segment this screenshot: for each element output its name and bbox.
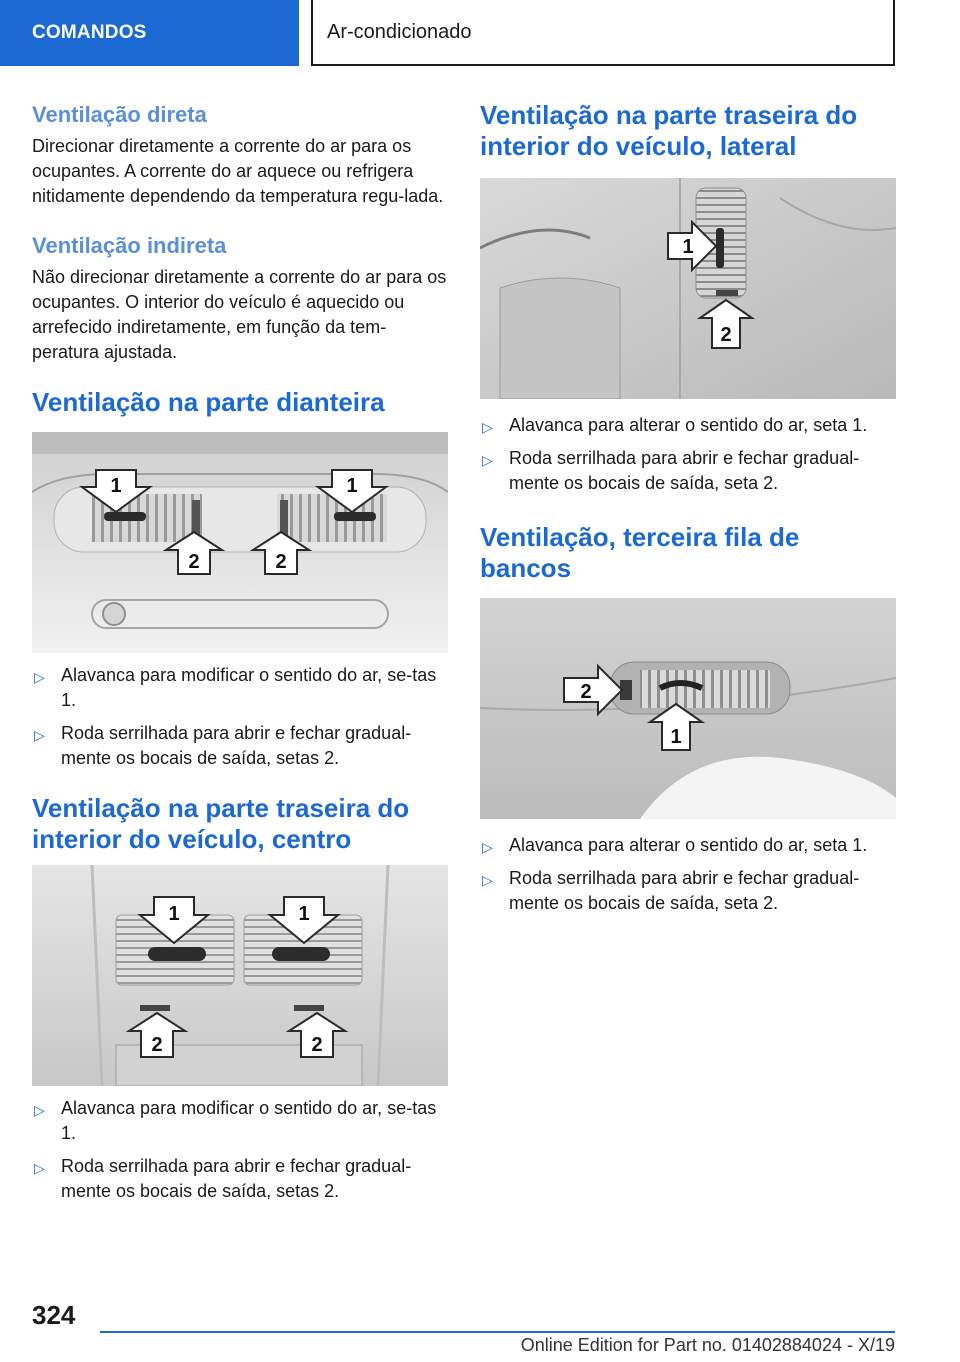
- front-callout-1-left: 1: [110, 475, 122, 497]
- paragraph-direct-ventilation: Direcionar diretamente a corrente do ar para os ocupantes. A corrente do ar aquece ou refrigera nitidamente dependendo da temperatura regu-lada.: [32, 136, 444, 206]
- triangle-bullet-icon: ▷: [482, 872, 493, 888]
- heading-front-ventilation: Ventilação na parte dianteira: [32, 387, 385, 417]
- chapter-tab: [311, 0, 895, 66]
- list-item: ▷ Roda serrilhada para abrir e fechar gradual-mente os bocais de saída, seta 2.: [482, 448, 860, 493]
- front-ventilation-list: [32, 663, 448, 771]
- rear-side-callout-1: 1: [682, 236, 694, 258]
- section-title: COMANDOS: [32, 22, 147, 43]
- list-item: ▷ Alavanca para alterar o sentido do ar, seta 1.: [480, 833, 896, 858]
- heading-rear-center-ventilation: Ventilação na parte traseira do interior do veículo, centro: [32, 793, 410, 854]
- triangle-bullet-icon: ▷: [482, 839, 493, 855]
- triangle-bullet-icon: ▷: [482, 419, 493, 435]
- front-callout-2-left: 2: [188, 551, 200, 573]
- rear-side-ventilation-list: [480, 413, 896, 496]
- paragraph-indirect-ventilation: Não direcionar diretamente a corrente do ar para os ocupantes. O interior do veículo é aquecido ou arrefecido indiretamente, em função da tem-peratura ajustada.: [32, 267, 447, 362]
- list-item: ▷ Roda serrilhada para abrir e fechar gradual-mente os bocais de saída, seta 2.: [482, 868, 860, 913]
- front-callout-2-right: 2: [275, 551, 287, 573]
- third-row-callout-2: 2: [580, 681, 592, 703]
- list-item: ▷ Roda serrilhada para abrir e fechar gradual-mente os bocais de saída, setas 2.: [34, 1156, 412, 1201]
- third-row-ventilation-list: [480, 833, 896, 916]
- left-column: [32, 100, 448, 1212]
- rear-center-callout-1-right: 1: [298, 903, 310, 925]
- rear-center-ventilation-list: [32, 1096, 448, 1204]
- chapter-title: Ar-condicionado: [327, 20, 472, 43]
- third-row-callout-1: 1: [670, 726, 682, 748]
- list-item: ▷ Alavanca para modificar o sentido do ar, se-tas 1.: [34, 1098, 437, 1143]
- third-row-vents-figure: [480, 598, 896, 819]
- rear-center-callout-1-left: 1: [168, 903, 180, 925]
- list-item: ▷ Alavanca para modificar o sentido do ar, se-tas 1.: [34, 665, 437, 710]
- page-number: 324: [32, 1300, 76, 1330]
- triangle-bullet-icon: ▷: [34, 669, 45, 685]
- heading-third-row-ventilation: Ventilação, terceira fila de bancos: [480, 522, 800, 583]
- front-vents-figure: [32, 432, 448, 653]
- heading-rear-side-ventilation: Ventilação na parte traseira do interior do veículo, lateral: [480, 100, 858, 161]
- heading-direct-ventilation: Ventilação direta: [32, 102, 207, 127]
- rear-side-vents-figure: [480, 178, 896, 399]
- section-tab: [0, 0, 299, 66]
- triangle-bullet-icon: ▷: [34, 1160, 45, 1176]
- list-item: ▷ Roda serrilhada para abrir e fechar gradual-mente os bocais de saída, setas 2.: [34, 723, 412, 768]
- rear-center-callout-2-left: 2: [151, 1034, 163, 1056]
- triangle-bullet-icon: ▷: [34, 1102, 45, 1118]
- triangle-bullet-icon: ▷: [482, 452, 493, 468]
- front-callout-1-right: 1: [346, 475, 358, 497]
- triangle-bullet-icon: ▷: [34, 727, 45, 743]
- list-item: ▷ Alavanca para alterar o sentido do ar, seta 1.: [480, 413, 896, 438]
- rear-side-callout-2: 2: [720, 324, 732, 346]
- footer-divider: [100, 1331, 895, 1333]
- heading-indirect-ventilation: Ventilação indireta: [32, 233, 227, 258]
- right-column: [480, 100, 896, 924]
- footer-edition: Online Edition for Part no. 01402884024 - X/19: [520, 1335, 895, 1355]
- rear-center-callout-2-right: 2: [311, 1034, 323, 1056]
- rear-center-vents-figure: [32, 865, 448, 1086]
